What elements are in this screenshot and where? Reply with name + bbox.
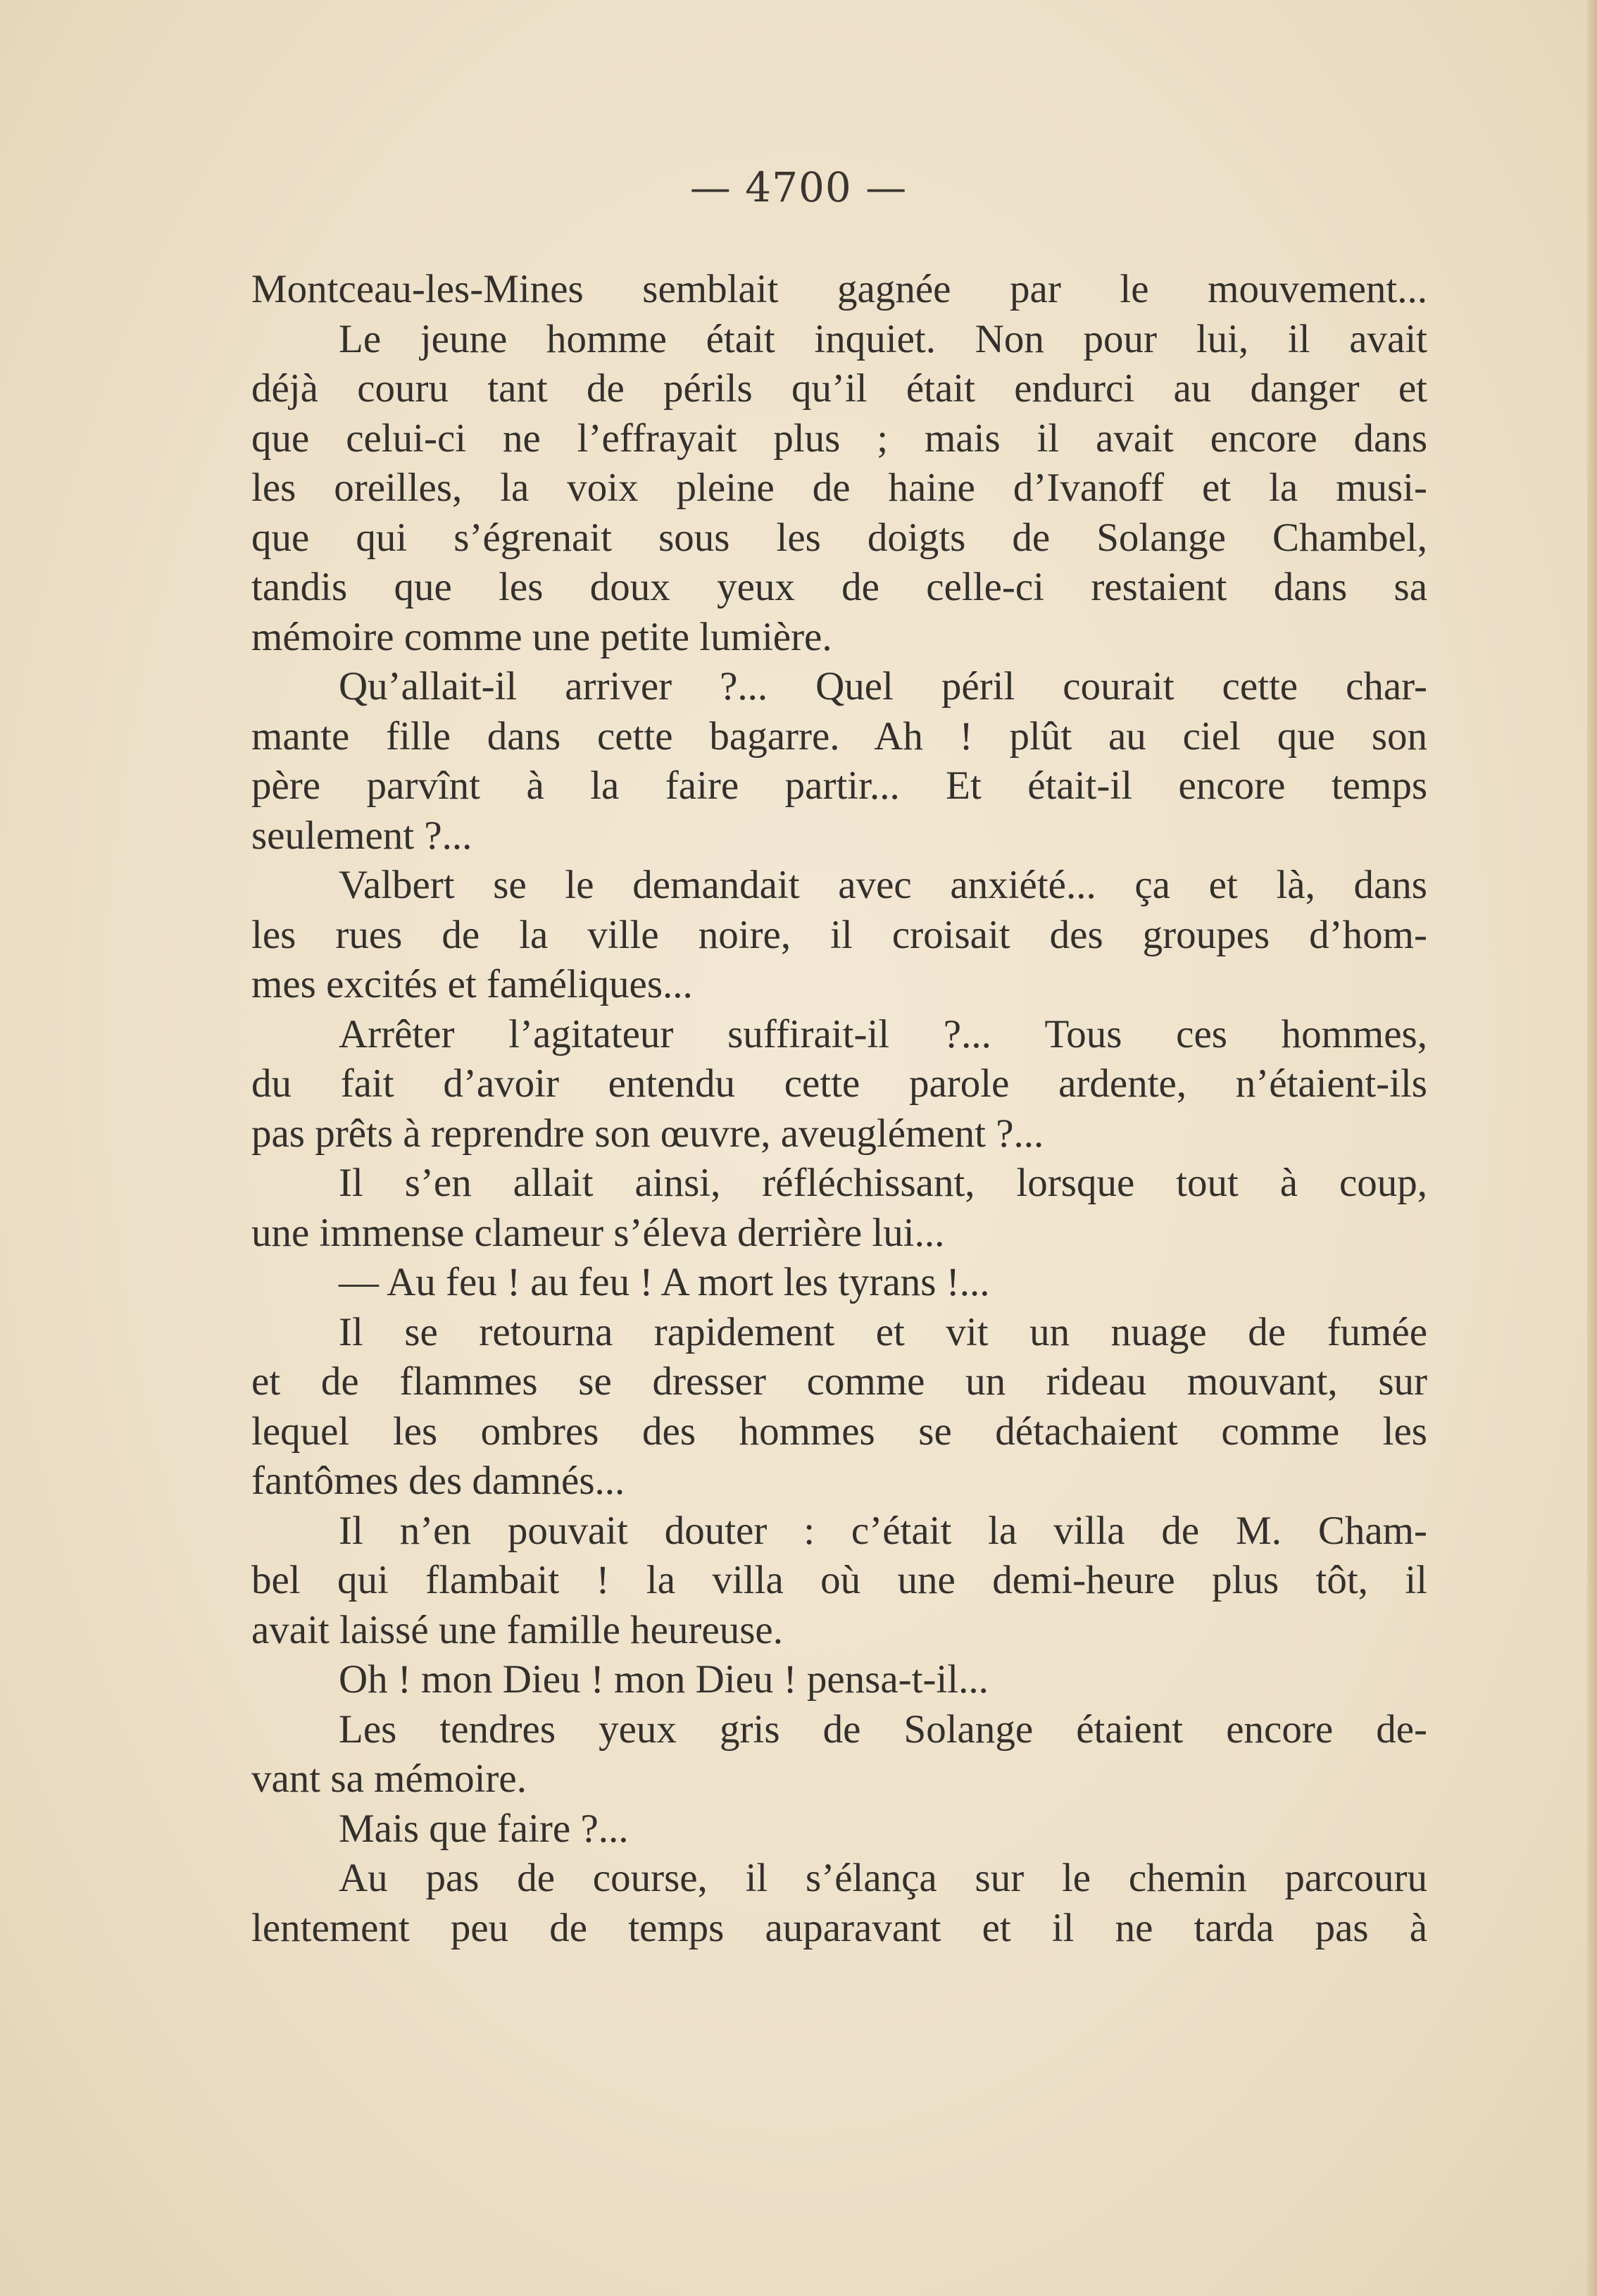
text-line: vant sa mémoire. [251, 1757, 527, 1801]
text-line: que celui-ci ne l’effrayait plus ; mais il avait encore dans [251, 416, 1427, 461]
text-line: fantômes des damnés... [251, 1459, 625, 1503]
body-text [251, 265, 1427, 1953]
text-line: déjà couru tant de périls qu’il était endurci au danger et [251, 366, 1427, 411]
page-edge [1587, 0, 1597, 2296]
text-line: lequel les ombres des hommes se détachaient comme les [251, 1409, 1427, 1454]
text-line: — Au feu ! au feu ! A mort les tyrans !... [339, 1260, 990, 1304]
text-line: Oh ! mon Dieu ! mon Dieu ! pensa-t-il... [339, 1657, 989, 1702]
text-line: bel qui flambait ! la villa où une demi-heure plus tôt, il [251, 1558, 1427, 1602]
text-line: une immense clameur s’éleva derrière lui... [251, 1210, 945, 1255]
text-line: Arrêter l’agitateur suffirait-il ?... Tous ces hommes, [339, 1011, 1427, 1056]
text-line: seulement ?... [251, 813, 472, 858]
text-line: Mais que faire ?... [339, 1806, 629, 1851]
text-line: mes excités et faméliques... [251, 962, 693, 1006]
text-line: Les tendres yeux gris de Solange étaient encore de- [339, 1707, 1427, 1752]
text-line: Il s’en allait ainsi, réfléchissant, lorsque tout à coup, [339, 1161, 1427, 1205]
text-line: pas prêts à reprendre son œuvre, aveuglément ?... [251, 1111, 1044, 1156]
text-line: Il n’en pouvait douter : c’était la villa de M. Cham- [339, 1508, 1427, 1553]
text-line: Le jeune homme était inquiet. Non pour lui, il avait [339, 316, 1427, 361]
text-line: les rues de la ville noire, il croisait des groupes d’hom- [251, 912, 1427, 957]
text-line: mante fille dans cette bagarre. Ah ! plût au ciel que son [251, 713, 1427, 759]
text-line: Qu’allait-il arriver ?... Quel péril courait cette char- [339, 664, 1427, 709]
text-line: avait laissé une famille heureuse. [251, 1607, 783, 1652]
text-line: lentement peu de temps auparavant et il ne tarda pas à [251, 1905, 1427, 1950]
text-line: Montceau-les-Mines semblait gagnée par le mouvement... [251, 267, 1427, 311]
text-line: tandis que les doux yeux de celle-ci restaient dans sa [251, 565, 1427, 609]
text-line: que qui s’égrenait sous les doigts de Solange Chambel, [251, 515, 1427, 560]
text-line: du fait d’avoir entendu cette parole ardente, n’étaient-ils [251, 1061, 1427, 1106]
page-number-header: — 4700 — [689, 163, 908, 211]
text-line: et de flammes se dresser comme un rideau mouvant, sur [251, 1359, 1427, 1404]
text-line: Il se retourna rapidement et vit un nuage de fumée [339, 1309, 1427, 1354]
text-line: père parvînt à la faire partir... Et était-il encore temps [251, 763, 1427, 808]
text-line: Valbert se le demandait avec anxiété... ça et là, dans [339, 863, 1427, 907]
text-line: mémoire comme une petite lumière. [251, 614, 832, 659]
text-line: Au pas de course, il s’élança sur le chemin parcouru [339, 1856, 1427, 1900]
text-line: les oreilles, la voix pleine de haine d’Ivanoff et la musi- [251, 466, 1427, 510]
